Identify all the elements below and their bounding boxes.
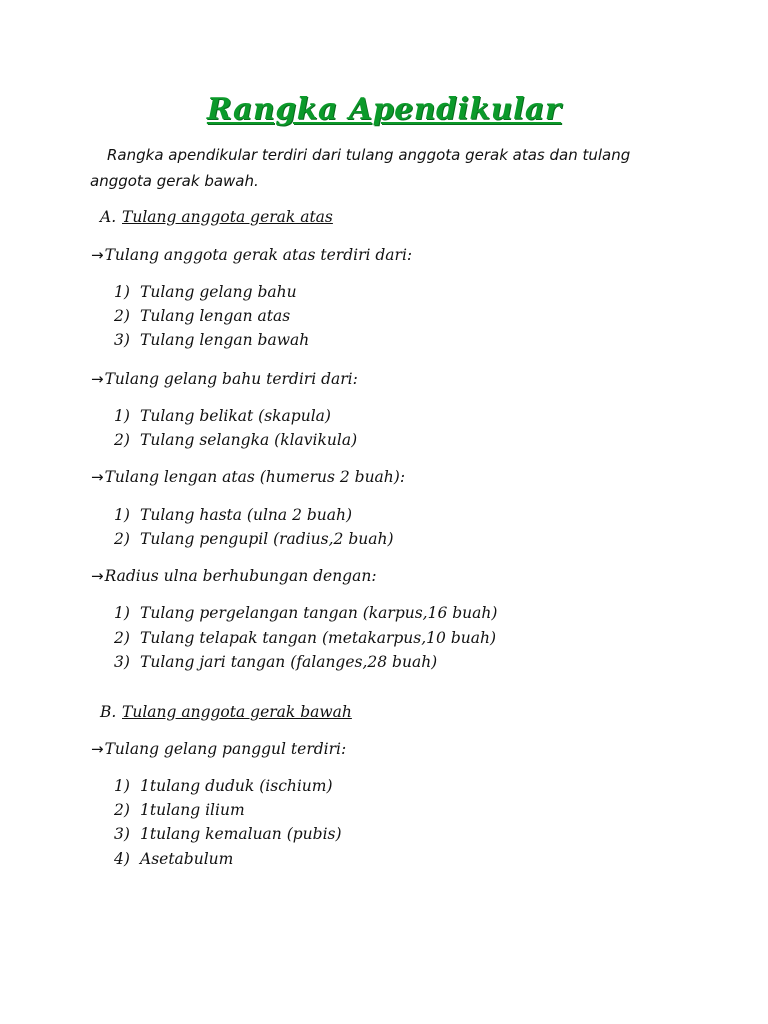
list-text: Tulang hasta (ulna 2 buah): [140, 506, 353, 524]
group-intro: [91, 368, 358, 390]
list-text: Tulang gelang bahu: [140, 283, 297, 301]
list-item: [114, 651, 437, 673]
section-letter: B.: [100, 703, 117, 721]
list-item: [114, 848, 233, 870]
list-text: 1tulang kemaluan (pubis): [140, 825, 342, 843]
list-item: [114, 429, 357, 451]
group-intro-text: Tulang gelang panggul terdiri:: [104, 740, 347, 758]
list-item: [114, 305, 290, 327]
list-item: [114, 504, 352, 526]
arrow-right-icon: →: [91, 246, 104, 264]
group-intro: [91, 244, 412, 266]
list-text: Asetabulum: [140, 850, 234, 868]
list-item: [114, 329, 309, 351]
list-number: 1): [114, 777, 130, 795]
group-intro: [91, 738, 346, 760]
list-text: 1tulang ilium: [140, 801, 245, 819]
list-number: 2): [114, 801, 130, 819]
list-text: Tulang lengan bawah: [140, 331, 310, 349]
group-intro: [91, 565, 377, 587]
list-number: 2): [114, 530, 130, 548]
intro-paragraph: Rangka apendikular terdiri dari tulang anggota gerak atas dan tulang anggota gerak bawah.: [90, 146, 631, 190]
list-number: 2): [114, 307, 130, 325]
list-number: 2): [114, 629, 130, 647]
list-number: 1): [114, 407, 130, 425]
list-number: 3): [114, 653, 130, 671]
list-item: [114, 405, 331, 427]
list-number: 3): [114, 331, 130, 349]
list-number: 1): [114, 283, 130, 301]
list-text: Tulang pengupil (radius,2 buah): [140, 530, 394, 548]
list-text: Tulang selangka (klavikula): [140, 431, 358, 449]
section-heading-b: [100, 701, 352, 723]
list-number: 4): [114, 850, 130, 868]
section-heading-text: Tulang anggota gerak atas: [122, 208, 333, 226]
arrow-right-icon: →: [91, 468, 104, 486]
list-text: Tulang lengan atas: [140, 307, 291, 325]
list-item: [114, 799, 245, 821]
list-text: Tulang jari tangan (falanges,28 buah): [140, 653, 438, 671]
list-number: 2): [114, 431, 130, 449]
list-item: [114, 281, 297, 303]
list-item: [114, 528, 394, 550]
list-item: [114, 823, 342, 845]
list-text: Tulang telapak tangan (metakarpus,10 buah): [140, 629, 497, 647]
list-item: [114, 627, 496, 649]
list-item: [114, 775, 333, 797]
section-letter: A.: [100, 208, 117, 226]
arrow-right-icon: →: [91, 740, 104, 758]
list-item: [114, 602, 497, 624]
list-number: 3): [114, 825, 130, 843]
section-heading-a: [100, 206, 333, 228]
group-intro-text: Tulang anggota gerak atas terdiri dari:: [104, 246, 413, 264]
group-intro-text: Radius ulna berhubungan dengan:: [104, 567, 377, 585]
arrow-right-icon: →: [91, 567, 104, 585]
section-heading-text: Tulang anggota gerak bawah: [122, 703, 352, 721]
list-text: 1tulang duduk (ischium): [140, 777, 333, 795]
list-text: Tulang belikat (skapula): [140, 407, 331, 425]
arrow-right-icon: →: [91, 370, 104, 388]
list-text: Tulang pergelangan tangan (karpus,16 buah): [140, 604, 498, 622]
group-intro-text: Tulang gelang bahu terdiri dari:: [104, 370, 358, 388]
group-intro: [91, 466, 405, 488]
group-intro-text: Tulang lengan atas (humerus 2 buah):: [104, 468, 406, 486]
list-number: 1): [114, 604, 130, 622]
list-number: 1): [114, 506, 130, 524]
page-title: Rangka Apendikular: [206, 92, 562, 127]
